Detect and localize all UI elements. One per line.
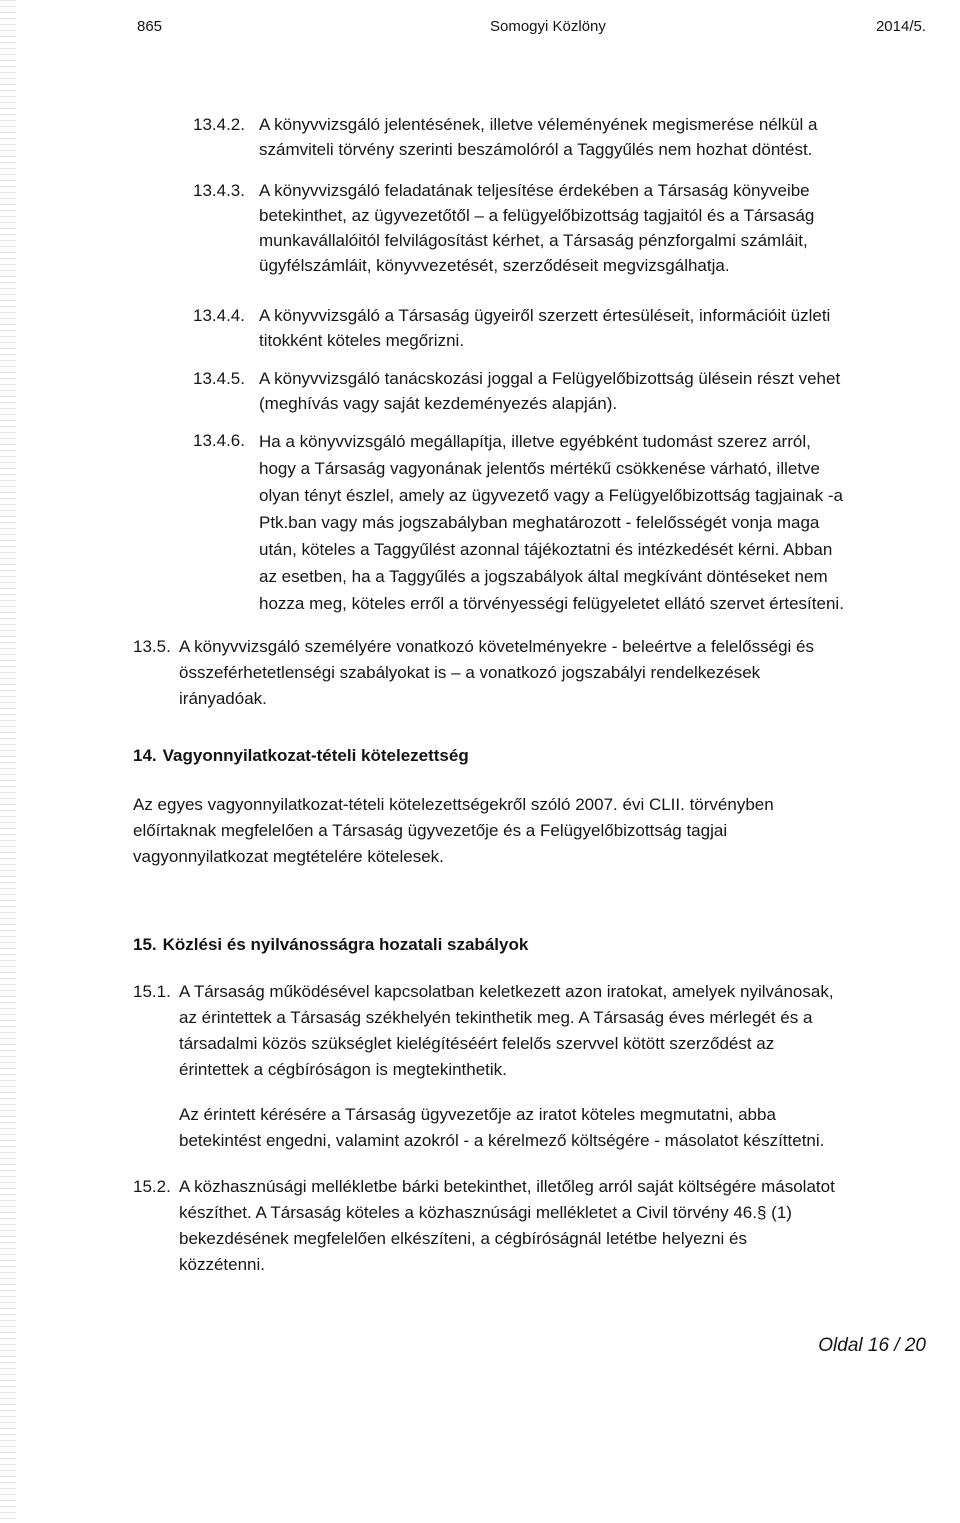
header-publication: Somogyi Közlöny xyxy=(490,18,606,35)
text-line: Az egyes vagyonnyilatkozat-tételi kötelezettségekről szóló 2007. évi CLII. törvényben xyxy=(133,795,774,814)
page-header xyxy=(0,18,960,40)
para-13-4-3 xyxy=(193,178,957,278)
text-line: hozza meg, köteles erről a törvényességi felügyeletet ellátó szervet értesíteni. xyxy=(259,594,844,613)
para-13-4-6 xyxy=(193,428,957,617)
text-line: olyan tényt észlel, amely az ügyvezető vagy a Felügyelőbizottság tagjainak -a xyxy=(259,486,843,505)
text-line: A könyvvizsgáló a Társaság ügyeiről szerzett értesüléseit, információit üzleti xyxy=(259,306,831,325)
text-line: betekinthet, az ügyvezetőtől – a felügyelőbizottság tagjaitól és a Társaság xyxy=(259,206,815,225)
para-15-1-continued xyxy=(179,1102,957,1154)
para-number: 13.5. xyxy=(133,637,171,656)
text-line: A közhasznúsági mellékletbe bárki betekinthet, illetőleg arról saját költségére másolatot xyxy=(179,1177,835,1196)
text-line: titokként köteles megőrizni. xyxy=(259,331,465,350)
para-number: 15.1. xyxy=(133,982,171,1001)
para-number: 13.4.3. xyxy=(193,181,245,200)
text-line: irányadóak. xyxy=(179,689,267,708)
text-line: munkavállalóitól felvilágosítást kérhet, a Társaság pénzforgalmi számláit, xyxy=(259,231,808,250)
text-line: számviteli törvény szerinti beszámolóról a Taggyűlés nem hozhat döntést. xyxy=(259,140,813,159)
text-line: A könyvvizsgáló jelentésének, illetve véleményének megismerése nélkül a xyxy=(259,115,818,134)
text-line: vagyonnyilatkozat megtételére kötelesek. xyxy=(133,847,444,866)
text-line: az érintettek a Társaság székhelyén tekinthetik meg. A Társaság éves mérlegét és a xyxy=(179,1008,813,1027)
para-13-4-5 xyxy=(193,366,957,416)
section-number: 15. xyxy=(133,935,157,954)
section-title-15 xyxy=(133,935,528,955)
text-line: A Társaság működésével kapcsolatban keletkezett azon iratokat, amelyek nyilvánosak, xyxy=(179,982,834,1001)
para-13-4-2 xyxy=(193,112,957,162)
para-number: 13.4.4. xyxy=(193,306,245,325)
para-13-4-4 xyxy=(193,303,957,353)
scan-edge-noise xyxy=(0,0,16,1523)
para-15-1 xyxy=(133,979,957,1083)
text-line: az esetben, ha a Taggyűlés a jogszabályok által megkívánt döntéseket nem xyxy=(259,567,828,586)
section-title-text: Közlési és nyilvánosságra hozatali szabályok xyxy=(162,935,529,954)
text-line: Az érintett kérésére a Társaság ügyvezetője az iratot köteles megmutatni, abba xyxy=(179,1105,776,1124)
para-number: 15.2. xyxy=(133,1177,171,1196)
text-line: érintettek a cégbíróságon is megtekinthetik. xyxy=(179,1060,507,1079)
page-footer-label: Oldal 16 / 20 xyxy=(818,1335,926,1356)
text-line: A könyvvizsgáló személyére vonatkozó követelményekre - beleértve a felelősségi és xyxy=(179,637,814,656)
section-title-14 xyxy=(133,746,469,766)
text-line: előírtaknak megfelelően a Társaság ügyvezetője és a Felügyelőbizottság tagjai xyxy=(133,821,728,840)
header-issue: 2014/5. xyxy=(875,18,926,35)
text-line: Ptk.ban vagy más jogszabályban meghatározott - felelősségét vonja maga xyxy=(259,513,820,532)
section-title-text: Vagyonnyilatkozat-tételi kötelezettség xyxy=(162,746,469,765)
text-line: bekezdésének megfelelően elkészíteni, a cégbíróságnál letétbe helyezni és xyxy=(179,1229,747,1248)
text-line: közzétenni. xyxy=(179,1255,265,1274)
text-line: A könyvvizsgáló tanácskozási joggal a Felügyelőbizottság ülésein részt vehet xyxy=(259,369,841,388)
para-number: 13.4.6. xyxy=(193,431,245,450)
para-number: 13.4.2. xyxy=(193,115,245,134)
text-line: társadalmi közös szükséglet kielégítéséért felelős szervvel kötött szerződést az xyxy=(179,1034,775,1053)
text-line: hogy a Társaság vagyonának jelentős mértékű csökkenése várható, illetve xyxy=(259,459,821,478)
para-15-2 xyxy=(133,1174,957,1278)
text-line: betekintést engedni, valamint azokról - a kérelmező költségére - másolatot készíttetni. xyxy=(179,1131,825,1150)
header-page-number: 865 xyxy=(137,18,163,35)
section-14-body xyxy=(133,792,957,870)
text-line: készíthet. A Társaság köteles a közhasznúsági mellékletet a Civil törvény 46.§ (1) xyxy=(179,1203,792,1222)
text-line: A könyvvizsgáló feladatának teljesítése érdekében a Társaság könyveibe xyxy=(259,181,810,200)
section-number: 14. xyxy=(133,746,157,765)
text-line: összeférhetetlenségi szabályokat is – a vonatkozó jogszabályi rendelkezések xyxy=(179,663,761,682)
para-13-5 xyxy=(133,634,957,712)
text-line: ügyfélszámláit, könyvvezetését, szerződéseit megvizsgálhatja. xyxy=(259,256,730,275)
para-number: 13.4.5. xyxy=(193,369,245,388)
text-line: (meghívás vagy saját kezdeményezés alapján). xyxy=(259,394,618,413)
text-line: Ha a könyvvizsgáló megállapítja, illetve egyébként tudomást szerez arról, xyxy=(259,432,811,451)
text-line: után, köteles a Taggyűlést azonnal tájékoztatni és intézkedését kérni. Abban xyxy=(259,540,833,559)
